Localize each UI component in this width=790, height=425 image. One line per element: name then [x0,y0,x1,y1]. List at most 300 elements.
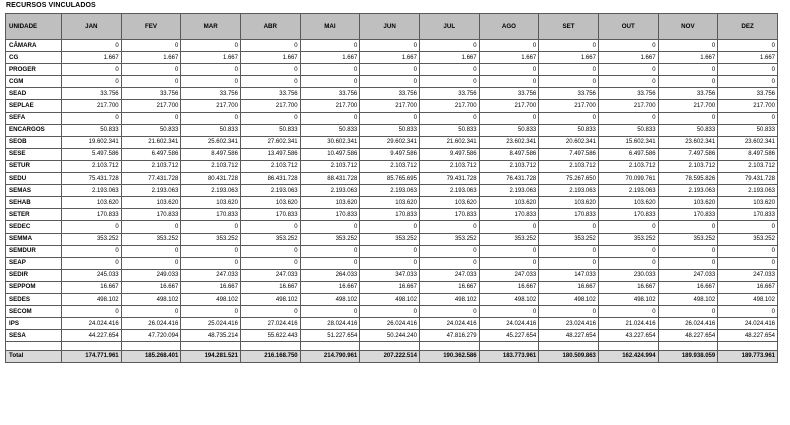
spacer-cell [121,342,181,350]
value-cell: 217.700 [658,100,718,112]
table-row [6,100,778,112]
total-value-cell: 180.509.863 [539,350,599,362]
value-cell: 498.102 [419,293,479,305]
value-cell: 0 [598,221,658,233]
value-cell: 353.252 [539,233,599,245]
value-cell: 0 [121,40,181,52]
value-cell: 8.497.586 [479,148,539,160]
value-cell: 217.700 [181,100,241,112]
value-cell: 103.620 [598,197,658,209]
value-cell: 353.252 [598,233,658,245]
value-cell: 2.103.712 [121,160,181,172]
value-cell: 170.833 [300,209,360,221]
value-cell: 0 [121,64,181,76]
value-cell: 103.620 [181,197,241,209]
table-row [6,306,778,318]
value-cell: 0 [479,64,539,76]
value-cell: 0 [718,257,778,269]
value-cell: 24.024.416 [718,318,778,330]
value-cell: 0 [62,112,122,124]
column-header-month: MAR [181,14,241,40]
spacer-cell [479,342,539,350]
total-value-cell: 162.424.994 [598,350,658,362]
value-cell: 247.033 [658,269,718,281]
value-cell: 0 [181,112,241,124]
total-value-cell: 207.222.514 [360,350,420,362]
table-row [6,257,778,269]
value-cell: 24.024.416 [419,318,479,330]
value-cell: 217.700 [300,100,360,112]
value-cell: 15.602.341 [598,136,658,148]
value-cell: 0 [300,257,360,269]
value-cell: 26.024.416 [121,318,181,330]
value-cell: 2.103.712 [658,160,718,172]
value-cell: 75.431.728 [62,173,122,185]
spacer-cell [539,342,599,350]
value-cell: 1.667 [598,52,658,64]
value-cell: 0 [658,40,718,52]
unit-name: IPS [6,318,62,330]
value-cell: 16.667 [658,281,718,293]
value-cell: 0 [658,306,718,318]
column-header-month: FEV [121,14,181,40]
value-cell: 47.720.094 [121,330,181,342]
value-cell: 0 [240,40,300,52]
unit-name: CÂMARA [6,40,62,52]
value-cell: 25.024.416 [181,318,241,330]
value-cell: 10.497.586 [300,148,360,160]
unit-name: SESE [6,148,62,160]
value-cell: 0 [419,40,479,52]
value-cell: 33.756 [240,88,300,100]
value-cell: 24.024.416 [479,318,539,330]
spacer-cell [62,342,122,350]
table-row [6,112,778,124]
value-cell: 498.102 [121,293,181,305]
value-cell: 50.833 [360,124,420,136]
table-row [6,64,778,76]
value-cell: 0 [598,64,658,76]
value-cell: 0 [419,221,479,233]
value-cell: 217.700 [718,100,778,112]
table-row [6,209,778,221]
value-cell: 50.833 [718,124,778,136]
value-cell: 0 [62,76,122,88]
total-row [6,350,778,362]
value-cell: 28.024.416 [300,318,360,330]
value-cell: 0 [658,76,718,88]
value-cell: 50.833 [598,124,658,136]
value-cell: 0 [718,76,778,88]
unit-name: SEPLAE [6,100,62,112]
value-cell: 47.816.279 [419,330,479,342]
value-cell: 33.756 [718,88,778,100]
value-cell: 0 [658,257,718,269]
value-cell: 50.833 [419,124,479,136]
value-cell: 103.620 [419,197,479,209]
value-cell: 16.667 [598,281,658,293]
value-cell: 50.833 [479,124,539,136]
value-cell: 0 [539,245,599,257]
value-cell: 79.431.728 [419,173,479,185]
spacer-cell [598,342,658,350]
value-cell: 21.602.341 [121,136,181,148]
value-cell: 0 [658,221,718,233]
value-cell: 170.833 [658,209,718,221]
value-cell: 0 [121,221,181,233]
unit-name: SEDU [6,173,62,185]
value-cell: 498.102 [479,293,539,305]
value-cell: 170.833 [181,209,241,221]
value-cell: 50.833 [181,124,241,136]
total-value-cell: 214.790.961 [300,350,360,362]
value-cell: 2.103.712 [539,160,599,172]
value-cell: 0 [62,40,122,52]
value-cell: 0 [718,40,778,52]
table-header [6,14,778,40]
value-cell: 170.833 [419,209,479,221]
unit-name: SEDIR [6,269,62,281]
value-cell: 353.252 [479,233,539,245]
spacer-cell [300,342,360,350]
value-cell: 103.620 [121,197,181,209]
unit-name: SEDEC [6,221,62,233]
value-cell: 0 [62,64,122,76]
spacer-cell [6,342,62,350]
value-cell: 0 [718,64,778,76]
table-row [6,173,778,185]
value-cell: 33.756 [658,88,718,100]
value-cell: 0 [240,257,300,269]
value-cell: 170.833 [598,209,658,221]
value-cell: 247.033 [479,269,539,281]
total-value-cell: 189.938.059 [658,350,718,362]
total-value-cell: 189.773.961 [718,350,778,362]
value-cell: 79.431.728 [718,173,778,185]
value-cell: 23.024.416 [539,318,599,330]
value-cell: 1.667 [360,52,420,64]
column-header-month: AGO [479,14,539,40]
value-cell: 2.193.063 [181,185,241,197]
value-cell: 0 [360,245,420,257]
value-cell: 33.756 [539,88,599,100]
value-cell: 24.024.416 [62,318,122,330]
value-cell: 217.700 [539,100,599,112]
value-cell: 88.431.728 [300,173,360,185]
value-cell: 353.252 [360,233,420,245]
table-title: RECURSOS VINCULADOS [6,2,96,9]
value-cell: 498.102 [181,293,241,305]
value-cell: 0 [598,76,658,88]
table-row [6,148,778,160]
value-cell: 353.252 [300,233,360,245]
value-cell: 0 [62,221,122,233]
value-cell: 27.602.341 [240,136,300,148]
value-cell: 1.667 [62,52,122,64]
value-cell: 249.033 [121,269,181,281]
table-row [6,245,778,257]
value-cell: 50.833 [658,124,718,136]
value-cell: 33.756 [300,88,360,100]
value-cell: 103.620 [539,197,599,209]
spacer-cell [360,342,420,350]
value-cell: 20.602.341 [539,136,599,148]
value-cell: 2.193.063 [62,185,122,197]
unit-name: SEAD [6,88,62,100]
unit-name: SECOM [6,306,62,318]
value-cell: 5.497.586 [62,148,122,160]
table-row [6,88,778,100]
value-cell: 9.497.586 [419,148,479,160]
value-cell: 0 [181,76,241,88]
value-cell: 0 [360,40,420,52]
spacer-cell [718,342,778,350]
value-cell: 33.756 [360,88,420,100]
unit-name: SEPPOM [6,281,62,293]
value-cell: 0 [598,112,658,124]
value-cell: 0 [419,306,479,318]
value-cell: 0 [181,245,241,257]
value-cell: 0 [300,64,360,76]
value-cell: 0 [300,40,360,52]
value-cell: 103.620 [658,197,718,209]
unit-name: ENCARGOS [6,124,62,136]
value-cell: 103.620 [718,197,778,209]
value-cell: 2.103.712 [479,160,539,172]
value-cell: 8.497.586 [181,148,241,160]
table-row [6,160,778,172]
value-cell: 50.833 [121,124,181,136]
value-cell: 50.833 [300,124,360,136]
value-cell: 2.103.712 [718,160,778,172]
value-cell: 0 [240,112,300,124]
value-cell: 0 [479,76,539,88]
value-cell: 0 [300,245,360,257]
table-row [6,136,778,148]
value-cell: 2.193.063 [598,185,658,197]
table-row [6,281,778,293]
value-cell: 0 [240,76,300,88]
value-cell: 0 [539,306,599,318]
value-cell: 353.252 [181,233,241,245]
table-row [6,197,778,209]
column-header-month: DEZ [718,14,778,40]
value-cell: 33.756 [121,88,181,100]
value-cell: 0 [300,112,360,124]
value-cell: 217.700 [121,100,181,112]
value-cell: 0 [479,306,539,318]
value-cell: 2.193.063 [419,185,479,197]
value-cell: 0 [360,257,420,269]
value-cell: 170.833 [240,209,300,221]
value-cell: 86.431.728 [240,173,300,185]
value-cell: 76.431.728 [479,173,539,185]
spacer-row [6,342,778,350]
value-cell: 1.667 [300,52,360,64]
value-cell: 217.700 [240,100,300,112]
value-cell: 0 [479,40,539,52]
value-cell: 217.700 [598,100,658,112]
value-cell: 0 [240,306,300,318]
value-cell: 75.267.650 [539,173,599,185]
value-cell: 0 [360,112,420,124]
value-cell: 217.700 [479,100,539,112]
value-cell: 0 [539,64,599,76]
value-cell: 13.497.586 [240,148,300,160]
value-cell: 0 [121,112,181,124]
total-value-cell: 185.268.401 [121,350,181,362]
value-cell: 30.602.341 [300,136,360,148]
unit-name: CGM [6,76,62,88]
value-cell: 2.193.063 [479,185,539,197]
value-cell: 498.102 [300,293,360,305]
unit-name: SESA [6,330,62,342]
value-cell: 353.252 [121,233,181,245]
unit-name: SEMAS [6,185,62,197]
value-cell: 353.252 [419,233,479,245]
value-cell: 353.252 [718,233,778,245]
value-cell: 0 [539,257,599,269]
value-cell: 245.033 [62,269,122,281]
value-cell: 498.102 [360,293,420,305]
unit-name: SEFA [6,112,62,124]
value-cell: 0 [539,40,599,52]
value-cell: 247.033 [240,269,300,281]
unit-name: SEHAB [6,197,62,209]
value-cell: 0 [240,245,300,257]
value-cell: 0 [62,245,122,257]
value-cell: 0 [300,306,360,318]
value-cell: 0 [181,257,241,269]
value-cell: 498.102 [598,293,658,305]
value-cell: 1.667 [121,52,181,64]
value-cell: 25.602.341 [181,136,241,148]
value-cell: 170.833 [121,209,181,221]
value-cell: 48.227.654 [658,330,718,342]
value-cell: 0 [658,245,718,257]
value-cell: 0 [479,221,539,233]
value-cell: 16.667 [479,281,539,293]
value-cell: 264.033 [300,269,360,281]
value-cell: 103.620 [62,197,122,209]
unit-name: SEDES [6,293,62,305]
value-cell: 2.193.063 [360,185,420,197]
value-cell: 0 [419,257,479,269]
value-cell: 26.024.416 [658,318,718,330]
value-cell: 0 [598,257,658,269]
value-cell: 2.103.712 [598,160,658,172]
value-cell: 33.756 [62,88,122,100]
table-row [6,330,778,342]
unit-name: PROGER [6,64,62,76]
value-cell: 50.833 [62,124,122,136]
value-cell: 50.833 [240,124,300,136]
value-cell: 0 [419,64,479,76]
value-cell: 0 [121,76,181,88]
value-cell: 51.227.654 [300,330,360,342]
value-cell: 170.833 [360,209,420,221]
value-cell: 50.244.240 [360,330,420,342]
total-value-cell: 183.773.961 [479,350,539,362]
value-cell: 1.667 [479,52,539,64]
value-cell: 0 [658,112,718,124]
value-cell: 55.622.443 [240,330,300,342]
value-cell: 217.700 [360,100,420,112]
value-cell: 2.193.063 [539,185,599,197]
value-cell: 0 [121,257,181,269]
table-row [6,76,778,88]
column-header-month: NOV [658,14,718,40]
value-cell: 16.667 [718,281,778,293]
value-cell: 16.667 [419,281,479,293]
value-cell: 33.756 [598,88,658,100]
value-cell: 2.103.712 [360,160,420,172]
value-cell: 77.431.728 [121,173,181,185]
value-cell: 0 [419,76,479,88]
value-cell: 353.252 [62,233,122,245]
total-value-cell: 194.281.521 [181,350,241,362]
value-cell: 33.756 [181,88,241,100]
table-row [6,221,778,233]
value-cell: 0 [718,306,778,318]
total-label: Total [6,350,62,362]
table-body [6,40,778,363]
unit-name: SETUR [6,160,62,172]
value-cell: 23.602.341 [718,136,778,148]
value-cell: 23.602.341 [479,136,539,148]
value-cell: 103.620 [479,197,539,209]
value-cell: 45.227.654 [479,330,539,342]
value-cell: 48.227.654 [539,330,599,342]
value-cell: 247.033 [718,269,778,281]
value-cell: 0 [479,245,539,257]
column-header-unit: UNIDADE [6,14,62,40]
value-cell: 2.193.063 [718,185,778,197]
value-cell: 16.667 [181,281,241,293]
value-cell: 70.099.761 [598,173,658,185]
value-cell: 27.024.416 [240,318,300,330]
spacer-cell [240,342,300,350]
value-cell: 353.252 [240,233,300,245]
value-cell: 6.497.586 [598,148,658,160]
table-row [6,269,778,281]
value-cell: 29.602.341 [360,136,420,148]
value-cell: 217.700 [419,100,479,112]
value-cell: 1.667 [181,52,241,64]
column-header-month: ABR [240,14,300,40]
value-cell: 170.833 [479,209,539,221]
value-cell: 0 [479,257,539,269]
value-cell: 0 [360,64,420,76]
value-cell: 1.667 [658,52,718,64]
value-cell: 0 [62,257,122,269]
value-cell: 0 [419,245,479,257]
value-cell: 103.620 [240,197,300,209]
unit-name: SEAP [6,257,62,269]
spacer-cell [419,342,479,350]
value-cell: 0 [181,64,241,76]
value-cell: 0 [598,306,658,318]
unit-name: SETER [6,209,62,221]
value-cell: 0 [539,76,599,88]
value-cell: 0 [360,306,420,318]
column-header-month: OUT [598,14,658,40]
value-cell: 7.497.586 [658,148,718,160]
value-cell: 147.033 [539,269,599,281]
value-cell: 0 [718,112,778,124]
value-cell: 43.227.654 [598,330,658,342]
value-cell: 0 [539,221,599,233]
